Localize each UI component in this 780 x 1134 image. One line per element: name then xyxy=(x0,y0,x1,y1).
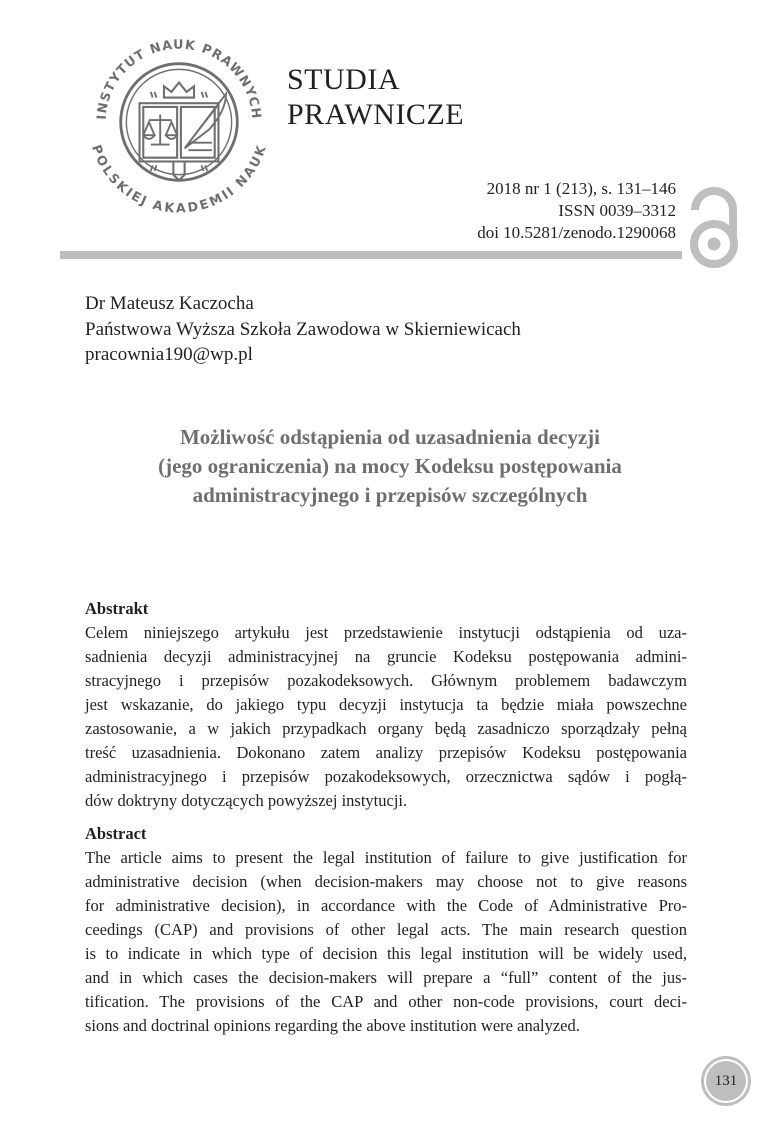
crown-icon xyxy=(164,83,194,98)
abstract-line: dów doktryny dotyczących powyższej instytucji. xyxy=(85,791,408,810)
article-title-line: administracyjnego i przepisów szczególnych xyxy=(192,483,588,507)
abstract-english-heading: Abstract xyxy=(85,824,147,843)
abstract-line: zastosowanie, a w jakich przypadkach organy będą zasadniczo sporządzały pełną xyxy=(85,719,687,738)
abstract-line: for administrative decision), in accordance with the Code of Administrative Pro- xyxy=(85,896,687,915)
abstract-polish-body xyxy=(85,621,687,813)
header-divider xyxy=(60,251,682,259)
issn: ISSN 0039–3312 xyxy=(558,201,676,220)
abstract-line: The article aims to present the legal institution of failure to give justification for xyxy=(85,848,687,867)
author-email[interactable]: pracownia190@wp.pl xyxy=(85,344,253,365)
abstract-line: sions and doctrinal opinions regarding the above institution were analyzed. xyxy=(85,1016,580,1035)
abstract-line: administrative decision (when decision-makers may choose not to give reasons xyxy=(85,872,687,891)
journal-title-line1: STUDIA xyxy=(287,63,400,96)
abstract-line: sadnienia decyzji administracyjnej na gruncie Kodeksu postępowania admini- xyxy=(85,647,687,666)
abstract-line: jest wskazanie, do jakiego typu decyzji instytucja ta będzie miała powszechne xyxy=(85,695,687,714)
author-affiliation: Państwowa Wyższa Szkoła Zawodowa w Skierniewicach xyxy=(85,318,521,340)
abstract-line: treść uzasadnienia. Dokonano zatem analizy przepisów Kodeksu postępowania xyxy=(85,743,687,762)
page-number-badge xyxy=(706,1061,746,1101)
abstract-line: Celem niniejszego artykułu jest przedstawienie instytucji odstąpienia od uza- xyxy=(85,623,687,642)
journal-title xyxy=(287,62,464,132)
abstract-polish xyxy=(85,598,687,813)
issue-info: 2018 nr 1 (213), s. 131–146 xyxy=(486,179,676,198)
publication-meta xyxy=(477,178,676,244)
abstract-polish-heading: Abstrakt xyxy=(85,599,149,618)
open-access-lock-icon xyxy=(685,182,743,270)
article-title-line: (jego ograniczenia) na mocy Kodeksu postępowania xyxy=(158,454,622,478)
abstract-line: administracyjnego i przepisów pozakodeksowych, orzecznictwa sądów i pogłą- xyxy=(85,767,687,786)
abstract-line: stracyjnego i przepisów pozakodeksowych. Głównym problemem badawczym xyxy=(85,671,687,690)
abstract-line: tification. The provisions of the CAP and other non-code provisions, court deci- xyxy=(85,992,687,1011)
institute-seal-logo xyxy=(85,28,273,216)
author-block xyxy=(85,291,521,368)
seal-top-text: INSTYTUT NAUK PRAWNYCH xyxy=(93,36,265,121)
abstract-line: and in which cases the decision-makers will prepare a “full” content of the jus- xyxy=(85,968,687,987)
scales-of-justice-icon xyxy=(143,114,177,144)
abstract-english xyxy=(85,823,687,1038)
author-name: Dr Mateusz Kaczocha xyxy=(85,293,254,314)
abstract-line: ceedings (CAP) and provisions of other legal acts. The main research question xyxy=(85,920,687,939)
doi: doi 10.5281/zenodo.1290068 xyxy=(477,223,676,242)
article-title xyxy=(60,423,720,510)
seal-bottom-text: POLSKIEJ AKADEMII NAUK xyxy=(89,142,269,216)
journal-title-line2: PRAWNICZE xyxy=(287,98,465,131)
abstract-line: is to indicate in which type of decision this legal institution will be widely used, xyxy=(85,944,687,963)
article-title-line: Możliwość odstąpienia od uzasadnienia decyzji xyxy=(179,425,600,449)
abstract-english-body xyxy=(85,846,687,1038)
page-number: 131 xyxy=(714,1072,738,1089)
